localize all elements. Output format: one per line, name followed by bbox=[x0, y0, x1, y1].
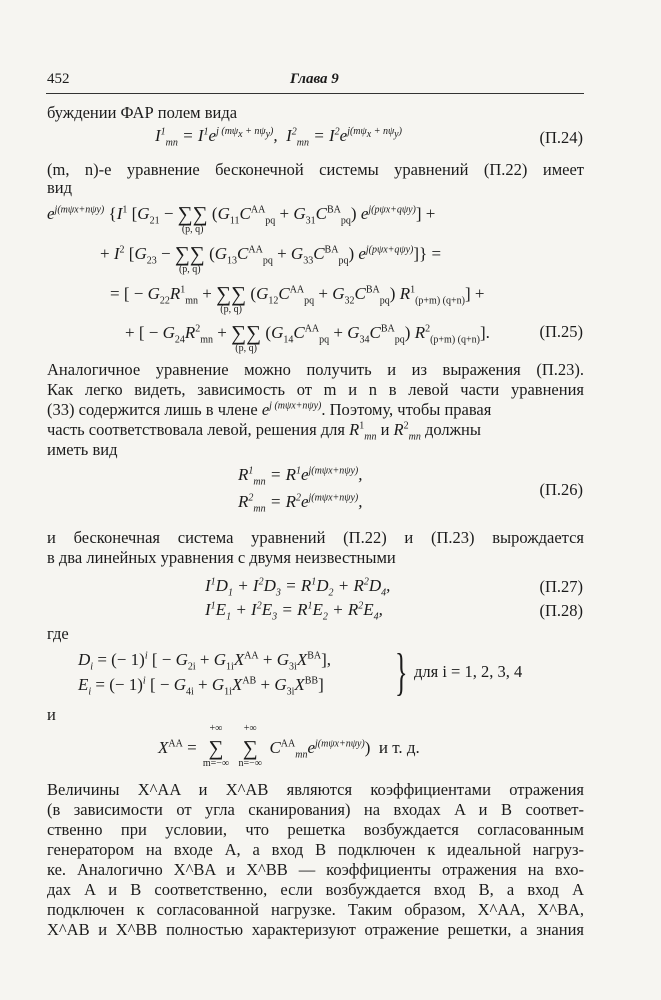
equation-number: (П.26) bbox=[539, 480, 583, 499]
equation-xaa: $X^{AA}$ = +∞ ∑ m=−∞ +∞ ∑ n=−∞ $C^{AA}_{mn}e^{j(m\psi x+n\psi y)}$) и т. д. bbox=[158, 723, 420, 769]
equation-p27: $I^1D_1 + I^2D_3 = R^1D_2 + R^2D_4$, bbox=[205, 576, 391, 599]
text-line: иметь вид bbox=[47, 440, 118, 459]
equation-ei: $E_i$ = (− 1)$^i$ [ − $G_{4i} + G_{1i}X^{AB} + G_{3i}X^{BB}$] bbox=[78, 675, 324, 698]
text-line: (в зависимости от угла сканирования) на входах A и B соответ- bbox=[47, 800, 584, 819]
equation-p25-line3: = [ − $G_{22}R^1_{mn}$ + ∑∑ (p, q) $(G_{12}C^{AA}_{pq} + G_{32}C^{BA}_{pq}) R^1_{(p+m) (q+n)}$] + bbox=[110, 282, 485, 315]
text-line: и бесконечная система уравнений (П.22) и (П.23) вырождается bbox=[47, 528, 584, 547]
text-line: Величины X^AA и X^AB являются коэффициентами отражения bbox=[47, 780, 584, 799]
right-brace: } bbox=[395, 644, 408, 701]
equation-p28: $I^1E_1 + I^2E_3 = R^1E_2 + R^2E_4$, bbox=[205, 600, 383, 623]
text-line: X^AB и X^BB полностью характеризуют отражение решетки, а знания bbox=[47, 920, 584, 939]
equation-p26a: $R^1_{mn} = R^1e^{j(m\psi x+n\psi y)}$, bbox=[238, 465, 363, 488]
text-line: буждении ФАР полем вида bbox=[47, 103, 238, 122]
text-line: в два линейных уравнения с двумя неизвестными bbox=[47, 548, 396, 567]
equation-p25-line2: + $I^2$ [$G_{23}$ − ∑∑ (p, q) $(G_{13}C^{AA}_{pq} + G_{33}C^{BA}_{pq}) e^{j(p\psi x+q\psi y)}$]} = bbox=[100, 242, 442, 275]
text-line: дах A и B соответственно, если возбуждается вход B, а вход A bbox=[47, 880, 584, 899]
header-rule bbox=[46, 93, 584, 94]
equation-number: (П.28) bbox=[539, 601, 583, 620]
text-line: (33) содержится лишь в члене $e^{j (m\psi x+n\psi y)}$. Поэтому, чтобы правая bbox=[47, 400, 492, 419]
text-line: (m, n)-е уравнение бесконечной системы уравнений (П.22) имеет bbox=[47, 160, 584, 179]
equation-number: (П.24) bbox=[539, 128, 583, 147]
text-line: и bbox=[47, 705, 56, 724]
text-line: ке. Аналогично X^BA и X^BB — коэффициенты отражения на вхо- bbox=[47, 860, 584, 879]
equation-p24: $I^1_{mn} = I^1e^{j (m\psi_x + n\psi_y)}$, $I^2_{mn} = I^2e^{j(m\psi_x + n\psi_y)}$ bbox=[155, 126, 402, 149]
equation-p25-line4: + [ − $G_{24}R^2_{mn}$ + ∑∑ (p, q) $(G_{14}C^{AA}_{pq} + G_{34}C^{BA}_{pq})$ $R^2_{(p+m) (q+n)}$]. bbox=[125, 321, 490, 354]
text-line: вид bbox=[47, 178, 73, 197]
equation-p25-line1: $e^{j(m\psi x+n\psi y)}$ {$I^1$ [$G_{21}$ − ∑∑ (p, q) $(G_{11}C^{AA}_{pq} + G_{31}C^{BA}_{pq}) e^{j(p\psi x+q\psi y)}$] + bbox=[47, 202, 436, 235]
page-number: 452 bbox=[47, 71, 70, 87]
text-line: генератором на входе A, а вход B подключен к идеальной нагруз- bbox=[47, 840, 584, 859]
text-line: где bbox=[47, 624, 69, 643]
text-line: подключен к согласованной нагрузке. Таким образом, X^AA, X^BA, bbox=[47, 900, 584, 919]
equation-di: $D_i$ = (− 1)$^i$ [ − $G_{2i} + G_{1i}X^{AA} + G_{3i}X^{BA}$], bbox=[78, 650, 332, 673]
chapter-title: Глава 9 bbox=[290, 71, 339, 87]
condition-text: для i = 1, 2, 3, 4 bbox=[414, 662, 523, 681]
text-line: часть соответствовала левой, решения для $R^1_{mn}$ и $R^2_{mn}$ должны bbox=[47, 420, 481, 443]
text-line: ственно при условии, что решетка возбуждается согласованным bbox=[47, 820, 584, 839]
equation-number: (П.27) bbox=[539, 577, 583, 596]
equation-p26b: $R^2_{mn} = R^2e^{j(m\psi x+n\psi y)}$, bbox=[238, 492, 363, 515]
text-line: Аналогичное уравнение можно получить и из выражения (П.23). bbox=[47, 360, 584, 379]
text-line: Как легко видеть, зависимость от m и n в левой части уравнения bbox=[47, 380, 584, 399]
equation-number: (П.25) bbox=[539, 322, 583, 341]
